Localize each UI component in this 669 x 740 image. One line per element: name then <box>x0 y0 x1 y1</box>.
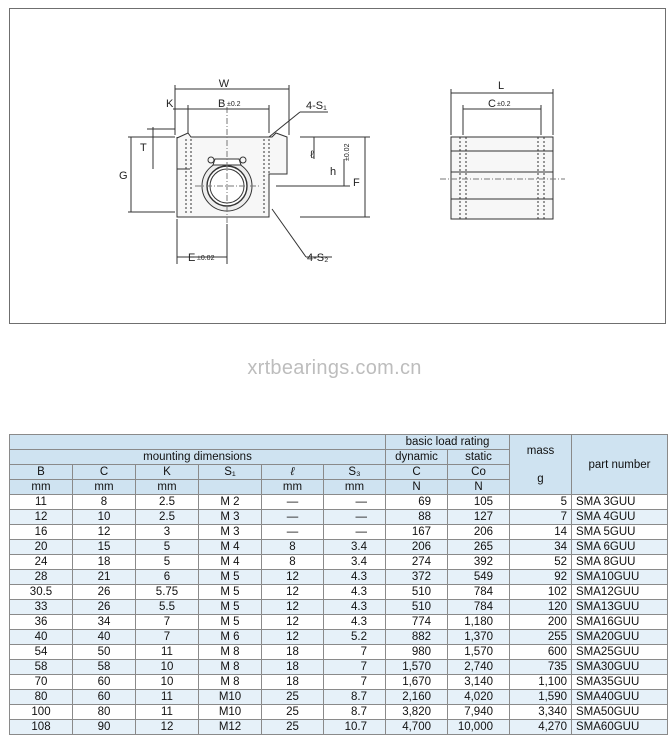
cell-part: SMA35GUU <box>572 675 668 690</box>
cell-mass: 52 <box>510 555 572 570</box>
table-row <box>10 525 668 540</box>
table-row <box>10 645 668 660</box>
cell-k: 5 <box>136 555 199 570</box>
table-row <box>10 630 668 645</box>
cell-k: 7 <box>136 630 199 645</box>
cell-mass: 7 <box>510 510 572 525</box>
cell-mass: 255 <box>510 630 572 645</box>
cell-ell: 8 <box>262 540 324 555</box>
cell-dyn: 4,700 <box>386 720 448 735</box>
header-mounting-dimensions: mounting dimensions <box>10 450 386 465</box>
cell-part: SMA 6GUU <box>572 540 668 555</box>
cell-ell: — <box>262 525 324 540</box>
unit-dynamic: N <box>386 480 448 495</box>
cell-k: 10 <box>136 660 199 675</box>
cell-dyn: 2,160 <box>386 690 448 705</box>
cell-ell: 25 <box>262 720 324 735</box>
header-basic-load-rating: basic load rating <box>386 435 510 450</box>
cell-mass: 200 <box>510 615 572 630</box>
cell-b: 40 <box>10 630 73 645</box>
table-row <box>10 495 668 510</box>
cell-mass: 3,340 <box>510 705 572 720</box>
cell-c: 34 <box>73 615 136 630</box>
cell-s3: — <box>324 525 386 540</box>
unit-s3: mm <box>324 480 386 495</box>
cell-b: 20 <box>10 540 73 555</box>
cell-dyn: 980 <box>386 645 448 660</box>
cell-dyn: 1,670 <box>386 675 448 690</box>
cell-ell: 12 <box>262 630 324 645</box>
cell-dyn: 882 <box>386 630 448 645</box>
cell-stat: 3,140 <box>448 675 510 690</box>
cell-stat: 549 <box>448 570 510 585</box>
cell-mass: 4,270 <box>510 720 572 735</box>
cell-s3: 8.7 <box>324 690 386 705</box>
cell-stat: 1,180 <box>448 615 510 630</box>
cell-s1: M 8 <box>199 675 262 690</box>
cell-mass: 120 <box>510 600 572 615</box>
cell-b: 108 <box>10 720 73 735</box>
technical-drawing <box>10 9 667 325</box>
cell-s1: M10 <box>199 690 262 705</box>
cell-s1: M 5 <box>199 615 262 630</box>
cell-part: SMA 8GUU <box>572 555 668 570</box>
unit-b: mm <box>10 480 73 495</box>
cell-k: 10 <box>136 675 199 690</box>
cell-part: SMA20GUU <box>572 630 668 645</box>
table-row <box>10 690 668 705</box>
cell-s1: M 5 <box>199 600 262 615</box>
label-g: G <box>119 170 128 182</box>
cell-k: 7 <box>136 615 199 630</box>
cell-s3: 3.4 <box>324 540 386 555</box>
header-part-number: part number <box>572 435 668 495</box>
cell-k: 12 <box>136 720 199 735</box>
cell-stat: 392 <box>448 555 510 570</box>
cell-s3: 7 <box>324 645 386 660</box>
cell-b: 33 <box>10 600 73 615</box>
label-h: h <box>330 166 337 178</box>
cell-k: 5.75 <box>136 585 199 600</box>
cell-s3: — <box>324 495 386 510</box>
cell-s3: 4.3 <box>324 570 386 585</box>
table-header <box>10 435 668 495</box>
cell-ell: 12 <box>262 600 324 615</box>
cell-b: 28 <box>10 570 73 585</box>
cell-dyn: 274 <box>386 555 448 570</box>
header-k: K <box>136 465 199 480</box>
cell-ell: 25 <box>262 690 324 705</box>
cell-b: 24 <box>10 555 73 570</box>
cell-part: SMA50GUU <box>572 705 668 720</box>
cell-part: SMA60GUU <box>572 720 668 735</box>
cell-b: 12 <box>10 510 73 525</box>
cell-s1: M10 <box>199 705 262 720</box>
cell-mass: 102 <box>510 585 572 600</box>
cell-c: 80 <box>73 705 136 720</box>
cell-k: 3 <box>136 525 199 540</box>
cell-b: 70 <box>10 675 73 690</box>
cell-mass: 735 <box>510 660 572 675</box>
unit-c: mm <box>73 480 136 495</box>
cell-part: SMA13GUU <box>572 600 668 615</box>
label-4-s1: 4-S₁ <box>306 100 327 112</box>
cell-stat: 784 <box>448 600 510 615</box>
table-row <box>10 600 668 615</box>
cell-b: 11 <box>10 495 73 510</box>
cell-s3: 7 <box>324 660 386 675</box>
cell-part: SMA40GUU <box>572 690 668 705</box>
cell-b: 100 <box>10 705 73 720</box>
cell-c: 90 <box>73 720 136 735</box>
cell-c: 18 <box>73 555 136 570</box>
cell-mass: 5 <box>510 495 572 510</box>
cell-stat: 1,570 <box>448 645 510 660</box>
cell-b: 16 <box>10 525 73 540</box>
cell-c: 50 <box>73 645 136 660</box>
header-s3: S₃ <box>324 465 386 480</box>
label-c-tolerance: ±0.2 <box>497 101 511 108</box>
cell-b: 36 <box>10 615 73 630</box>
cell-c: 26 <box>73 585 136 600</box>
unit-mass: g <box>537 472 544 485</box>
table-row <box>10 705 668 720</box>
unit-k: mm <box>136 480 199 495</box>
label-e: E <box>188 252 196 264</box>
cell-s3: 10.7 <box>324 720 386 735</box>
cell-s1: M 4 <box>199 555 262 570</box>
cell-c: 26 <box>73 600 136 615</box>
cell-dyn: 372 <box>386 570 448 585</box>
cell-s1: M 2 <box>199 495 262 510</box>
label-b-tolerance: ±0.2 <box>227 101 241 108</box>
technical-drawing-panel <box>9 8 666 324</box>
cell-c: 40 <box>73 630 136 645</box>
cell-mass: 34 <box>510 540 572 555</box>
cell-c: 10 <box>73 510 136 525</box>
cell-ell: 25 <box>262 705 324 720</box>
cell-part: SMA 5GUU <box>572 525 668 540</box>
cell-part: SMA12GUU <box>572 585 668 600</box>
cell-k: 5 <box>136 540 199 555</box>
cell-mass: 1,100 <box>510 675 572 690</box>
cell-dyn: 510 <box>386 585 448 600</box>
cell-stat: 2,740 <box>448 660 510 675</box>
cell-s3: — <box>324 510 386 525</box>
specification-table <box>9 434 668 735</box>
cell-b: 54 <box>10 645 73 660</box>
cell-part: SMA 4GUU <box>572 510 668 525</box>
table-row <box>10 615 668 630</box>
table-row <box>10 510 668 525</box>
label-w: W <box>218 78 230 90</box>
cell-s1: M12 <box>199 720 262 735</box>
cell-stat: 784 <box>448 585 510 600</box>
cell-b: 58 <box>10 660 73 675</box>
header-c: C <box>73 465 136 480</box>
header-dynamic: dynamic <box>386 450 448 465</box>
label-e-tolerance: ±0.02 <box>197 255 215 262</box>
label-k: K <box>166 98 174 110</box>
cell-s3: 7 <box>324 675 386 690</box>
cell-part: SMA30GUU <box>572 660 668 675</box>
cell-dyn: 167 <box>386 525 448 540</box>
cell-s3: 4.3 <box>324 585 386 600</box>
cell-k: 11 <box>136 690 199 705</box>
label-ell: ℓ <box>310 149 314 161</box>
cell-ell: 12 <box>262 585 324 600</box>
unit-s1 <box>199 480 262 495</box>
cell-c: 15 <box>73 540 136 555</box>
cell-s1: M 6 <box>199 630 262 645</box>
cell-dyn: 206 <box>386 540 448 555</box>
cell-k: 2.5 <box>136 510 199 525</box>
cell-s1: M 4 <box>199 540 262 555</box>
unit-static: N <box>448 480 510 495</box>
cell-stat: 10,000 <box>448 720 510 735</box>
header-b: B <box>10 465 73 480</box>
header-static: static <box>448 450 510 465</box>
label-t: T <box>140 142 147 154</box>
cell-c: 21 <box>73 570 136 585</box>
cell-dyn: 510 <box>386 600 448 615</box>
cell-s3: 5.2 <box>324 630 386 645</box>
table-row <box>10 720 668 735</box>
cell-k: 5.5 <box>136 600 199 615</box>
cell-ell: 18 <box>262 645 324 660</box>
cell-b: 80 <box>10 690 73 705</box>
cell-s1: M 3 <box>199 510 262 525</box>
label-f: F <box>353 177 360 189</box>
cell-s1: M 3 <box>199 525 262 540</box>
side-view <box>440 89 565 219</box>
cell-ell: 8 <box>262 555 324 570</box>
cell-dyn: 3,820 <box>386 705 448 720</box>
cell-part: SMA 3GUU <box>572 495 668 510</box>
cell-stat: 105 <box>448 495 510 510</box>
cell-c: 12 <box>73 525 136 540</box>
cell-part: SMA25GUU <box>572 645 668 660</box>
cell-mass: 14 <box>510 525 572 540</box>
cell-stat: 127 <box>448 510 510 525</box>
cell-ell: 18 <box>262 660 324 675</box>
label-l: L <box>498 80 505 92</box>
cell-c: 60 <box>73 690 136 705</box>
cell-c: 8 <box>73 495 136 510</box>
cell-ell: 12 <box>262 570 324 585</box>
cell-stat: 206 <box>448 525 510 540</box>
cell-part: SMA16GUU <box>572 615 668 630</box>
unit-ell: mm <box>262 480 324 495</box>
cell-s3: 4.3 <box>324 615 386 630</box>
cell-s3: 4.3 <box>324 600 386 615</box>
cell-part: SMA10GUU <box>572 570 668 585</box>
table-row <box>10 555 668 570</box>
watermark: xrtbearings.com.cn <box>247 357 422 379</box>
cell-stat: 1,370 <box>448 630 510 645</box>
cell-s3: 8.7 <box>324 705 386 720</box>
cell-k: 2.5 <box>136 495 199 510</box>
cell-s1: M 5 <box>199 585 262 600</box>
cell-stat: 7,940 <box>448 705 510 720</box>
header-s1: S₁ <box>199 465 262 480</box>
cell-k: 6 <box>136 570 199 585</box>
cell-stat: 265 <box>448 540 510 555</box>
cell-ell: 12 <box>262 615 324 630</box>
header-ell: ℓ <box>262 465 324 480</box>
table-row <box>10 570 668 585</box>
table-row <box>10 540 668 555</box>
cell-ell: 18 <box>262 675 324 690</box>
label-4-s2: 4-S₂ <box>307 252 329 264</box>
cell-k: 11 <box>136 705 199 720</box>
cell-dyn: 1,570 <box>386 660 448 675</box>
header-mass: mass g <box>510 435 572 495</box>
cell-ell: — <box>262 510 324 525</box>
cell-k: 11 <box>136 645 199 660</box>
header-dynamic-symbol: C <box>386 465 448 480</box>
table-row <box>10 675 668 690</box>
table-row <box>10 660 668 675</box>
cell-c: 60 <box>73 675 136 690</box>
cell-mass: 1,590 <box>510 690 572 705</box>
header-static-symbol: Co <box>448 465 510 480</box>
cell-dyn: 88 <box>386 510 448 525</box>
cell-ell: — <box>262 495 324 510</box>
cell-dyn: 774 <box>386 615 448 630</box>
cell-mass: 92 <box>510 570 572 585</box>
cell-s1: M 5 <box>199 570 262 585</box>
cell-mass: 600 <box>510 645 572 660</box>
cell-s3: 3.4 <box>324 555 386 570</box>
label-c: C <box>488 98 496 110</box>
table-row <box>10 585 668 600</box>
cell-b: 30.5 <box>10 585 73 600</box>
label-h-tolerance: ±0.02 <box>344 143 351 161</box>
table-body <box>10 495 668 735</box>
cell-stat: 4,020 <box>448 690 510 705</box>
cell-s1: M 8 <box>199 645 262 660</box>
cell-s1: M 8 <box>199 660 262 675</box>
cell-dyn: 69 <box>386 495 448 510</box>
label-b: B <box>218 98 226 110</box>
cell-c: 58 <box>73 660 136 675</box>
